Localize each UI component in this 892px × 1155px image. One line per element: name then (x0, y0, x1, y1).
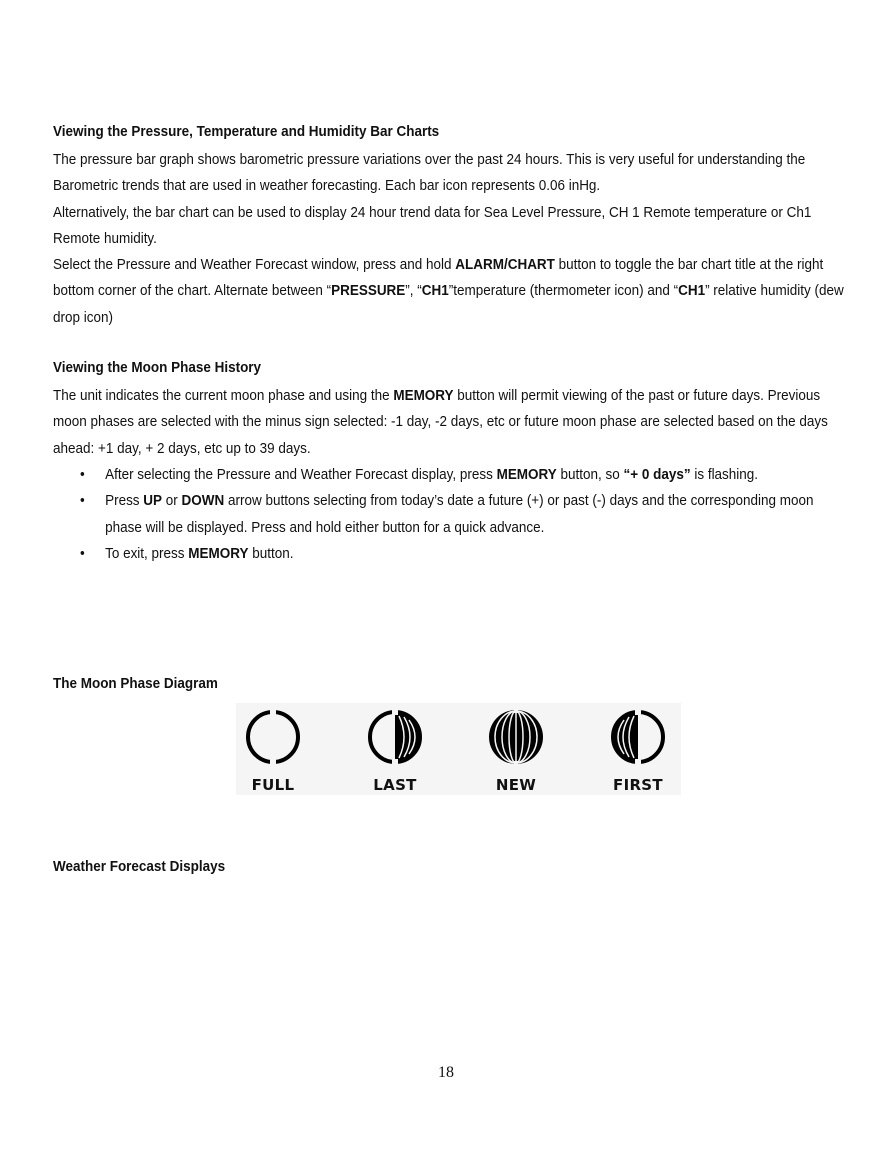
text-run: Select the Pressure and Weather Forecast window, press and hold (53, 257, 456, 274)
zero-days-label: “+ 0 days” (623, 467, 691, 483)
page-number: 18 (438, 1064, 454, 1081)
ch1-label: CH1 (678, 283, 706, 300)
moon-phase-label-last: LAST (373, 776, 417, 794)
bullet-icon: • (79, 467, 85, 483)
text-run: To exit, press (105, 545, 189, 562)
moon-history-body (53, 383, 853, 462)
section-heading-moon-history: Viewing the Moon Phase History (53, 360, 262, 376)
moon-phase-label-new: NEW (495, 776, 537, 794)
bar-charts-paragraph-2: Alternatively, the bar chart can be used to display 24 hour trend data for Sea Level Pressure, CH 1 Remote temperature or Ch1 Remote humidity. (53, 204, 812, 247)
text-run: button. (248, 545, 294, 562)
ch1-label: CH1 (421, 283, 449, 300)
text-run: or (162, 493, 182, 510)
moon-new-icon (486, 707, 546, 767)
bar-charts-paragraph-3 (53, 252, 853, 331)
memory-button-label: MEMORY (496, 467, 557, 483)
text-run: button, so (556, 467, 624, 483)
text-run: ”, “ (405, 283, 422, 300)
text-run: ”temperature (thermometer icon) and “ (448, 283, 679, 300)
moon-phase-label-first: FIRST (613, 776, 663, 794)
list-item (53, 462, 853, 488)
text-run: button will permit viewing of the past or future days. Previous moon phases are selected with the minus sign selected: -1 day, -2 days, etc or future moon phase are selected based on the days ahead: +1 day, + 2 days, etc up to 39 days. (53, 388, 828, 457)
text-run: Press (105, 493, 144, 510)
text-run: The unit indicates the current moon phase and using the (53, 388, 394, 404)
section-heading-bar-charts: Viewing the Pressure, Temperature and Humidity Bar Charts (53, 124, 440, 140)
moon-last-quarter-icon (365, 707, 425, 767)
text-run: ” relative humidity (dew drop icon) (53, 283, 844, 326)
bar-charts-body (53, 147, 853, 331)
text-run: After selecting the Pressure and Weather Forecast display, press (105, 467, 497, 483)
moon-full-icon (243, 707, 303, 767)
memory-button-label: MEMORY (393, 388, 454, 404)
text-run: is flashing. (690, 467, 759, 483)
up-button-label: UP (143, 493, 163, 510)
text-run: arrow buttons selecting from today’s date a future (+) or past (-) days and the corresponding moon phase will be displayed. Press and hold either button for a quick advance. (105, 493, 814, 536)
bullet-icon: • (79, 493, 85, 510)
pressure-label: PRESSURE (331, 283, 406, 300)
list-item (53, 541, 853, 567)
moon-phase-diagram (236, 703, 681, 795)
alarm-chart-button-label: ALARM/CHART (455, 257, 555, 274)
moon-history-paragraph (53, 383, 853, 462)
moon-first-quarter-icon (608, 707, 668, 767)
section-heading-weather-forecast: Weather Forecast Displays (53, 859, 226, 875)
list-item (53, 488, 853, 541)
bullet-icon: • (79, 545, 85, 562)
text-run: button to toggle the bar chart title at the right bottom corner of the chart. Alternate between “ (53, 257, 824, 300)
section-heading-moon-diagram: The Moon Phase Diagram (53, 676, 218, 692)
memory-button-label: MEMORY (188, 545, 249, 562)
moon-history-bullet-list (53, 462, 853, 567)
down-button-label: DOWN (181, 493, 225, 510)
bar-charts-paragraph-1: The pressure bar graph shows barometric pressure variations over the past 24 hours. This is very useful for understanding the Barometric trends that are used in weather forecasting. Each bar icon represents 0.06 inHg. (53, 152, 806, 195)
moon-phase-label-full: FULL (251, 776, 295, 794)
